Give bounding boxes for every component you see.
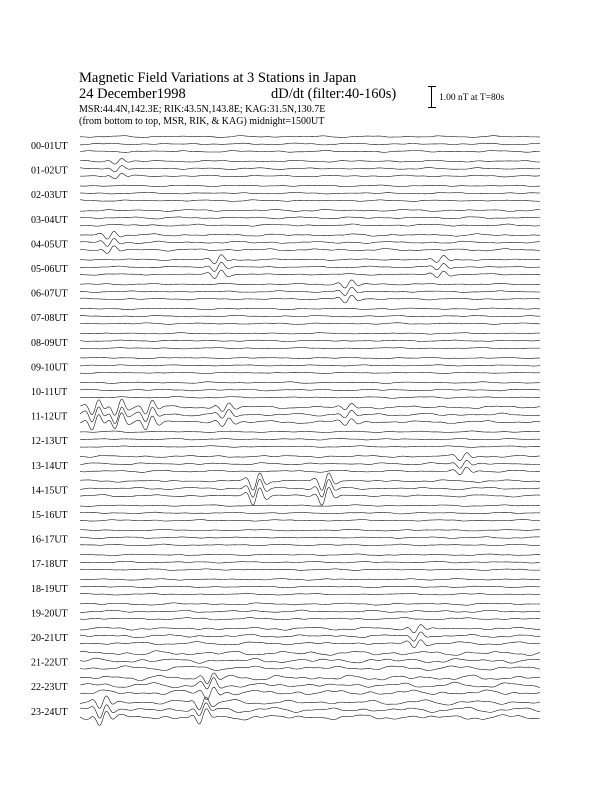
station-trace — [80, 166, 540, 172]
station-trace — [80, 238, 540, 246]
station-trace — [80, 150, 540, 152]
station-order-note: (from bottom to top, MSR, RIK, & KAG) midnight=1500UT — [79, 116, 325, 127]
station-trace — [80, 487, 540, 505]
station-trace — [80, 224, 540, 226]
station-trace — [80, 308, 540, 310]
hour-label: 14-15UT — [31, 485, 68, 497]
station-trace — [80, 295, 540, 303]
station-trace — [80, 365, 540, 366]
station-trace — [80, 287, 540, 295]
station-trace — [80, 703, 540, 718]
station-trace — [80, 262, 540, 271]
station-trace — [80, 143, 540, 145]
station-trace — [80, 315, 540, 316]
station-trace — [80, 593, 540, 595]
station-trace — [80, 678, 540, 689]
station-trace — [80, 687, 540, 700]
station-trace — [80, 446, 540, 448]
station-trace — [80, 159, 540, 165]
station-trace — [80, 666, 540, 671]
station-trace — [80, 512, 540, 514]
station-trace — [80, 673, 540, 684]
station-trace — [80, 709, 540, 725]
hour-label: 16-17UT — [31, 534, 68, 546]
station-trace — [80, 651, 540, 656]
station-trace — [80, 529, 540, 531]
hour-label: 15-16UT — [31, 510, 68, 521]
station-trace — [80, 610, 540, 612]
station-trace — [80, 603, 540, 605]
hour-label: 02-03UT — [31, 190, 68, 202]
station-trace — [80, 467, 540, 475]
hour-label: 01-02UT — [31, 165, 68, 177]
hour-label: 11-12UT — [31, 411, 68, 423]
hour-label: 07-08UT — [31, 313, 68, 325]
station-trace — [80, 347, 540, 348]
station-trace — [80, 640, 540, 648]
station-trace — [80, 562, 540, 564]
hour-label: 13-14UT — [31, 460, 68, 472]
station-trace — [80, 479, 540, 497]
chart-date: 24 December1998 — [79, 86, 186, 102]
station-trace — [80, 173, 540, 178]
station-trace — [80, 399, 540, 415]
station-trace — [80, 231, 540, 239]
hour-label: 12-13UT — [31, 436, 68, 448]
station-trace — [80, 280, 540, 288]
hour-label: 06-07UT — [31, 288, 68, 300]
hour-label: 21-22UT — [31, 657, 68, 669]
hour-label: 00-01UT — [31, 141, 68, 152]
chart-quantity: dD/dt (filter:40-160s) — [271, 86, 397, 102]
hour-label: 05-06UT — [31, 264, 68, 275]
station-trace — [80, 372, 540, 373]
station-trace — [80, 217, 540, 219]
station-trace — [80, 431, 540, 433]
station-trace — [80, 505, 540, 507]
station-trace — [80, 270, 540, 278]
station-trace — [80, 537, 540, 539]
hour-label: 20-21UT — [31, 633, 68, 644]
station-trace — [80, 460, 540, 468]
hour-label: 19-20UT — [31, 608, 68, 620]
chart-title: Magnetic Field Variations at 3 Stations in Japan — [79, 70, 357, 86]
station-trace — [80, 569, 540, 571]
station-coordinates: MSR:44.4N,142.3E; RIK:43.5N,143.8E; KAG:31.5N,130.7E — [79, 104, 326, 115]
station-trace — [80, 579, 540, 581]
station-trace — [80, 586, 540, 587]
station-trace — [80, 520, 540, 522]
station-trace — [80, 397, 540, 399]
station-trace — [80, 625, 540, 633]
station-trace — [80, 192, 540, 194]
station-trace — [80, 389, 540, 391]
station-trace — [80, 185, 540, 187]
station-trace — [80, 340, 540, 341]
station-trace — [80, 200, 540, 202]
station-trace — [80, 136, 540, 138]
hour-label: 23-24UT — [31, 706, 68, 718]
hour-label: 08-09UT — [31, 337, 68, 349]
hour-label: 10-11UT — [31, 387, 68, 398]
station-trace — [80, 453, 540, 461]
scale-label: 1.00 nT at T=80s — [439, 93, 505, 103]
hour-label: 03-04UT — [31, 214, 68, 226]
station-trace — [80, 357, 540, 359]
station-trace — [80, 544, 540, 546]
station-trace — [80, 323, 540, 325]
station-trace — [80, 632, 540, 641]
station-trace — [80, 246, 540, 254]
station-trace — [80, 255, 540, 264]
hour-label: 09-10UT — [31, 362, 68, 374]
station-trace — [80, 333, 540, 334]
station-trace — [80, 438, 540, 440]
station-trace — [80, 554, 540, 556]
station-trace — [80, 617, 540, 619]
station-trace — [80, 658, 540, 663]
hour-label: 17-18UT — [31, 559, 68, 571]
hour-label: 22-23UT — [31, 682, 68, 694]
station-trace — [80, 696, 540, 710]
station-trace — [80, 209, 540, 211]
hour-label: 04-05UT — [31, 239, 68, 251]
hour-label: 18-19UT — [31, 583, 68, 595]
station-trace — [80, 382, 540, 384]
